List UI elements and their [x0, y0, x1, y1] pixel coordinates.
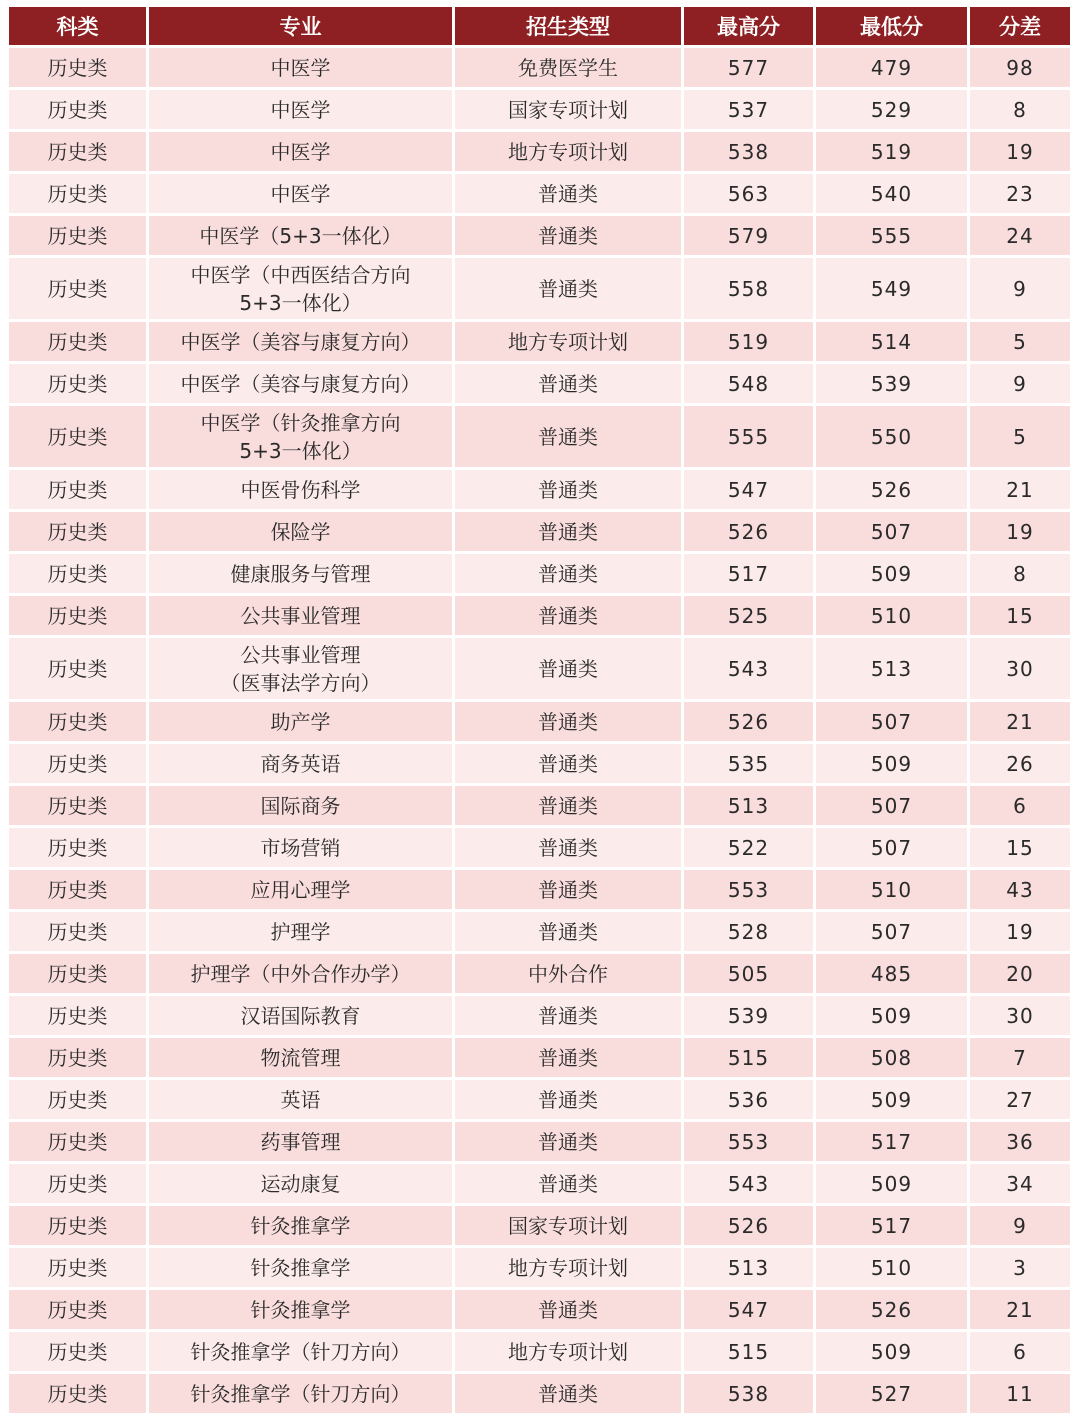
cell-max-score: 537: [684, 90, 813, 129]
cell-admission-type: 地方专项计划: [455, 322, 681, 361]
cell-min-score: 509: [816, 744, 967, 783]
table-row: [9, 322, 1070, 361]
cell-major: 公共事业管理: [149, 596, 452, 635]
cell-admission-type: 普通类: [455, 258, 681, 319]
cell-min-score: 517: [816, 1206, 967, 1245]
cell-major: 健康服务与管理: [149, 554, 452, 593]
table-row: [9, 1122, 1070, 1161]
cell-min-score: 509: [816, 554, 967, 593]
cell-major: 市场营销: [149, 828, 452, 867]
cell-score-diff: 21: [970, 702, 1070, 741]
cell-score-diff: 5: [970, 406, 1070, 467]
cell-subject: 历史类: [9, 406, 146, 467]
cell-admission-type: 普通类: [455, 364, 681, 403]
table-row: [9, 638, 1070, 699]
cell-max-score: 505: [684, 954, 813, 993]
cell-subject: 历史类: [9, 744, 146, 783]
cell-min-score: 540: [816, 174, 967, 213]
table-row: [9, 470, 1070, 509]
cell-subject: 历史类: [9, 996, 146, 1035]
cell-score-diff: 15: [970, 596, 1070, 635]
cell-subject: 历史类: [9, 554, 146, 593]
cell-subject: 历史类: [9, 1332, 146, 1371]
cell-subject: 历史类: [9, 1164, 146, 1203]
cell-score-diff: 98: [970, 48, 1070, 87]
table-row: [9, 828, 1070, 867]
cell-min-score: 510: [816, 870, 967, 909]
cell-max-score: 538: [684, 1374, 813, 1413]
table-row: [9, 216, 1070, 255]
cell-major: 护理学: [149, 912, 452, 951]
table-row: [9, 364, 1070, 403]
cell-major: 针灸推拿学（针刀方向）: [149, 1374, 452, 1413]
cell-score-diff: 6: [970, 786, 1070, 825]
table-row: [9, 554, 1070, 593]
table-row: [9, 1374, 1070, 1413]
table-row: [9, 90, 1070, 129]
cell-score-diff: 34: [970, 1164, 1070, 1203]
cell-max-score: 536: [684, 1080, 813, 1119]
table-row: [9, 512, 1070, 551]
cell-major: 保险学: [149, 512, 452, 551]
cell-min-score: 485: [816, 954, 967, 993]
table-row: [9, 954, 1070, 993]
cell-min-score: 529: [816, 90, 967, 129]
cell-max-score: 548: [684, 364, 813, 403]
table-header: [9, 7, 1070, 45]
cell-min-score: 513: [816, 638, 967, 699]
cell-major: 针灸推拿学: [149, 1248, 452, 1287]
table-row: [9, 1206, 1070, 1245]
cell-min-score: 507: [816, 912, 967, 951]
cell-max-score: 528: [684, 912, 813, 951]
cell-major: 运动康复: [149, 1164, 452, 1203]
cell-major: 国际商务: [149, 786, 452, 825]
cell-min-score: 510: [816, 1248, 967, 1287]
cell-min-score: 549: [816, 258, 967, 319]
cell-subject: 历史类: [9, 954, 146, 993]
cell-admission-type: 普通类: [455, 174, 681, 213]
cell-admission-type: 普通类: [455, 470, 681, 509]
cell-subject: 历史类: [9, 216, 146, 255]
cell-score-diff: 30: [970, 638, 1070, 699]
cell-subject: 历史类: [9, 364, 146, 403]
cell-score-diff: 27: [970, 1080, 1070, 1119]
cell-admission-type: 普通类: [455, 406, 681, 467]
table-row: [9, 258, 1070, 319]
cell-min-score: 507: [816, 702, 967, 741]
cell-score-diff: 19: [970, 512, 1070, 551]
cell-score-diff: 19: [970, 912, 1070, 951]
cell-max-score: 526: [684, 702, 813, 741]
cell-max-score: 513: [684, 1248, 813, 1287]
cell-score-diff: 26: [970, 744, 1070, 783]
cell-subject: 历史类: [9, 174, 146, 213]
cell-admission-type: 普通类: [455, 1164, 681, 1203]
cell-score-diff: 8: [970, 90, 1070, 129]
cell-major: 助产学: [149, 702, 452, 741]
table-row: [9, 912, 1070, 951]
cell-min-score: 517: [816, 1122, 967, 1161]
cell-max-score: 543: [684, 638, 813, 699]
cell-admission-type: 普通类: [455, 744, 681, 783]
cell-admission-type: 普通类: [455, 1374, 681, 1413]
cell-subject: 历史类: [9, 322, 146, 361]
cell-max-score: 555: [684, 406, 813, 467]
cell-score-diff: 21: [970, 1290, 1070, 1329]
table-row: [9, 744, 1070, 783]
cell-score-diff: 19: [970, 132, 1070, 171]
cell-subject: 历史类: [9, 912, 146, 951]
cell-subject: 历史类: [9, 1290, 146, 1329]
cell-max-score: 517: [684, 554, 813, 593]
cell-major: 公共事业管理 （医事法学方向）: [149, 638, 452, 699]
cell-score-diff: 11: [970, 1374, 1070, 1413]
table-row: [9, 996, 1070, 1035]
cell-max-score: 513: [684, 786, 813, 825]
cell-score-diff: 5: [970, 322, 1070, 361]
cell-subject: 历史类: [9, 1248, 146, 1287]
cell-min-score: 509: [816, 996, 967, 1035]
table-row: [9, 870, 1070, 909]
cell-major: 中医学: [149, 132, 452, 171]
table-row: [9, 1248, 1070, 1287]
header-score-diff: 分差: [970, 7, 1070, 45]
table-row: [9, 596, 1070, 635]
table-row: [9, 1038, 1070, 1077]
cell-subject: 历史类: [9, 1374, 146, 1413]
cell-min-score: 555: [816, 216, 967, 255]
cell-subject: 历史类: [9, 870, 146, 909]
cell-min-score: 539: [816, 364, 967, 403]
cell-admission-type: 免费医学生: [455, 48, 681, 87]
table-row: [9, 48, 1070, 87]
cell-max-score: 579: [684, 216, 813, 255]
table-row: [9, 132, 1070, 171]
table-row: [9, 1080, 1070, 1119]
cell-major: 中医骨伤科学: [149, 470, 452, 509]
cell-subject: 历史类: [9, 132, 146, 171]
table-row: [9, 1290, 1070, 1329]
cell-admission-type: 普通类: [455, 870, 681, 909]
cell-major: 汉语国际教育: [149, 996, 452, 1035]
table-row: [9, 702, 1070, 741]
cell-min-score: 479: [816, 48, 967, 87]
cell-subject: 历史类: [9, 786, 146, 825]
header-admission-type: 招生类型: [455, 7, 681, 45]
cell-min-score: 509: [816, 1332, 967, 1371]
header-subject: 科类: [9, 7, 146, 45]
cell-max-score: 563: [684, 174, 813, 213]
cell-score-diff: 9: [970, 1206, 1070, 1245]
cell-min-score: 509: [816, 1164, 967, 1203]
cell-major: 中医学: [149, 174, 452, 213]
cell-admission-type: 普通类: [455, 702, 681, 741]
cell-admission-type: 普通类: [455, 828, 681, 867]
cell-score-diff: 7: [970, 1038, 1070, 1077]
cell-admission-type: 国家专项计划: [455, 1206, 681, 1245]
cell-max-score: 558: [684, 258, 813, 319]
table-row: [9, 786, 1070, 825]
cell-max-score: 526: [684, 1206, 813, 1245]
cell-min-score: 509: [816, 1080, 967, 1119]
cell-major: 中医学（针灸推拿方向 5+3一体化）: [149, 406, 452, 467]
cell-min-score: 519: [816, 132, 967, 171]
cell-admission-type: 普通类: [455, 1290, 681, 1329]
cell-major: 针灸推拿学: [149, 1206, 452, 1245]
cell-major: 物流管理: [149, 1038, 452, 1077]
table-row: [9, 1164, 1070, 1203]
cell-admission-type: 普通类: [455, 1080, 681, 1119]
cell-major: 中医学: [149, 90, 452, 129]
cell-subject: 历史类: [9, 1122, 146, 1161]
cell-admission-type: 普通类: [455, 912, 681, 951]
header-max-score: 最高分: [684, 7, 813, 45]
cell-max-score: 543: [684, 1164, 813, 1203]
cell-max-score: 535: [684, 744, 813, 783]
cell-major: 商务英语: [149, 744, 452, 783]
cell-admission-type: 普通类: [455, 216, 681, 255]
table-body: [9, 48, 1070, 1413]
cell-score-diff: 43: [970, 870, 1070, 909]
cell-major: 中医学（美容与康复方向）: [149, 364, 452, 403]
cell-score-diff: 21: [970, 470, 1070, 509]
cell-admission-type: 国家专项计划: [455, 90, 681, 129]
cell-subject: 历史类: [9, 1038, 146, 1077]
cell-score-diff: 3: [970, 1248, 1070, 1287]
cell-admission-type: 普通类: [455, 596, 681, 635]
cell-admission-type: 普通类: [455, 1122, 681, 1161]
cell-score-diff: 30: [970, 996, 1070, 1035]
cell-admission-type: 地方专项计划: [455, 1332, 681, 1371]
cell-score-diff: 8: [970, 554, 1070, 593]
cell-admission-type: 普通类: [455, 554, 681, 593]
header-row: [9, 7, 1070, 45]
cell-major: 中医学（中西医结合方向 5+3一体化）: [149, 258, 452, 319]
cell-max-score: 526: [684, 512, 813, 551]
cell-subject: 历史类: [9, 258, 146, 319]
cell-score-diff: 9: [970, 364, 1070, 403]
cell-admission-type: 普通类: [455, 996, 681, 1035]
cell-major: 英语: [149, 1080, 452, 1119]
cell-admission-type: 普通类: [455, 1038, 681, 1077]
cell-min-score: 507: [816, 512, 967, 551]
cell-major: 护理学（中外合作办学）: [149, 954, 452, 993]
cell-max-score: 553: [684, 1122, 813, 1161]
cell-max-score: 547: [684, 1290, 813, 1329]
cell-max-score: 522: [684, 828, 813, 867]
cell-min-score: 526: [816, 470, 967, 509]
table-row: [9, 1332, 1070, 1371]
header-min-score: 最低分: [816, 7, 967, 45]
cell-subject: 历史类: [9, 638, 146, 699]
cell-admission-type: 普通类: [455, 786, 681, 825]
cell-subject: 历史类: [9, 470, 146, 509]
cell-max-score: 515: [684, 1038, 813, 1077]
cell-admission-type: 普通类: [455, 638, 681, 699]
cell-score-diff: 20: [970, 954, 1070, 993]
cell-major: 应用心理学: [149, 870, 452, 909]
cell-major: 针灸推拿学（针刀方向）: [149, 1332, 452, 1371]
cell-major: 中医学: [149, 48, 452, 87]
cell-admission-type: 中外合作: [455, 954, 681, 993]
cell-major: 药事管理: [149, 1122, 452, 1161]
cell-subject: 历史类: [9, 48, 146, 87]
cell-min-score: 527: [816, 1374, 967, 1413]
cell-max-score: 515: [684, 1332, 813, 1371]
cell-score-diff: 24: [970, 216, 1070, 255]
cell-subject: 历史类: [9, 1080, 146, 1119]
header-major: 专业: [149, 7, 452, 45]
cell-subject: 历史类: [9, 512, 146, 551]
table-row: [9, 174, 1070, 213]
cell-subject: 历史类: [9, 828, 146, 867]
cell-min-score: 507: [816, 786, 967, 825]
cell-max-score: 553: [684, 870, 813, 909]
cell-score-diff: 23: [970, 174, 1070, 213]
cell-score-diff: 36: [970, 1122, 1070, 1161]
cell-min-score: 510: [816, 596, 967, 635]
cell-min-score: 550: [816, 406, 967, 467]
cell-major: 中医学（5+3一体化）: [149, 216, 452, 255]
table-row: [9, 406, 1070, 467]
cell-subject: 历史类: [9, 702, 146, 741]
cell-admission-type: 地方专项计划: [455, 132, 681, 171]
cell-subject: 历史类: [9, 596, 146, 635]
cell-min-score: 514: [816, 322, 967, 361]
cell-admission-type: 地方专项计划: [455, 1248, 681, 1287]
cell-max-score: 577: [684, 48, 813, 87]
cell-max-score: 539: [684, 996, 813, 1035]
cell-subject: 历史类: [9, 90, 146, 129]
cell-score-diff: 6: [970, 1332, 1070, 1371]
cell-score-diff: 15: [970, 828, 1070, 867]
cell-min-score: 508: [816, 1038, 967, 1077]
cell-major: 中医学（美容与康复方向）: [149, 322, 452, 361]
cell-min-score: 507: [816, 828, 967, 867]
cell-max-score: 547: [684, 470, 813, 509]
cell-major: 针灸推拿学: [149, 1290, 452, 1329]
cell-max-score: 538: [684, 132, 813, 171]
cell-subject: 历史类: [9, 1206, 146, 1245]
cell-admission-type: 普通类: [455, 512, 681, 551]
cell-score-diff: 9: [970, 258, 1070, 319]
score-table: [6, 4, 1073, 1416]
cell-max-score: 519: [684, 322, 813, 361]
cell-max-score: 525: [684, 596, 813, 635]
cell-min-score: 526: [816, 1290, 967, 1329]
